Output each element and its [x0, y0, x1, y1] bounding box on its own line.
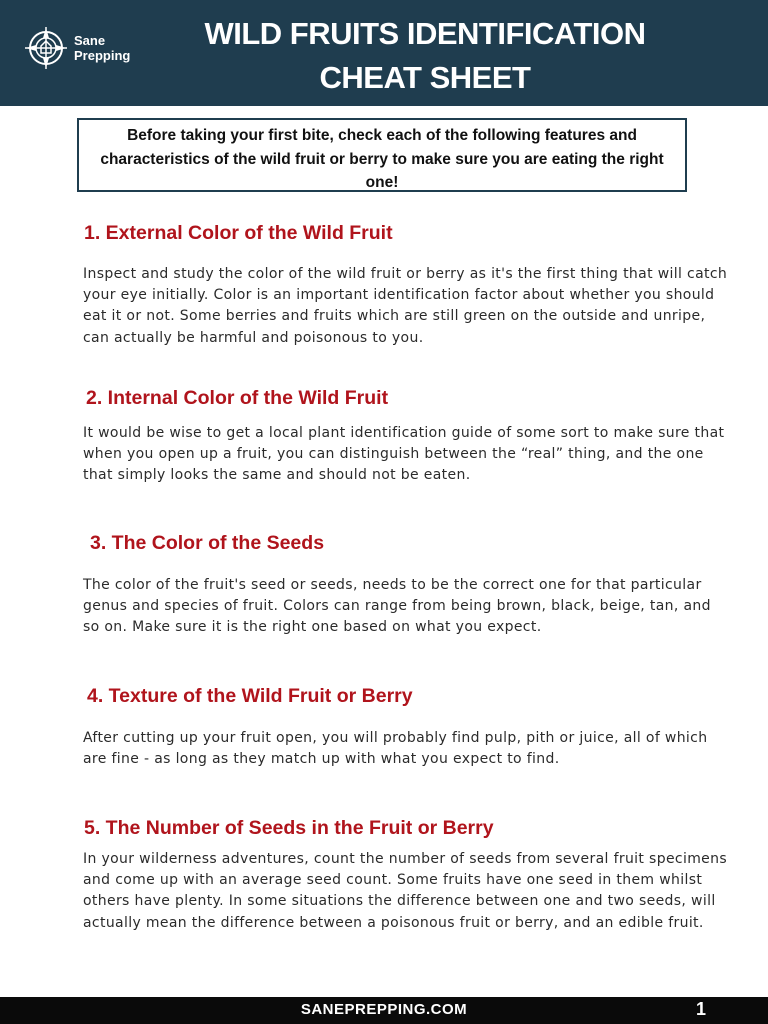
- page-number: 1: [695, 999, 706, 1019]
- section-1-title: 1. External Color of the Wild Fruit: [84, 222, 393, 244]
- header-banner: [0, 0, 768, 106]
- page-title-line-1: WILD FRUITS IDENTIFICATION: [204, 16, 646, 51]
- section-3-body: The color of the fruit's seed or seeds, needs to be the correct one for that particular genus and species of fruit. Colors can range from being brown, black, beige, tan, and so on. Make sure it is the right one based on what you expect.: [83, 577, 711, 636]
- section-3-title: 3. The Color of the Seeds: [90, 532, 325, 554]
- section-4-body: After cutting up your fruit open, you will probably find pulp, pith or juice, all of which are fine - as long as they match up with what you expect to find.: [83, 730, 708, 768]
- brand-name: [74, 33, 130, 63]
- page-title: [150, 12, 700, 100]
- brand-logo[interactable]: [24, 26, 130, 70]
- compass-logo-icon: [24, 26, 68, 70]
- brand-line-1: Sane: [74, 33, 106, 48]
- section-5-body: In your wilderness adventures, count the number of seeds from several fruit specimens and come up with an average seed count. Some fruits have one seed in them whilst others have plenty. In some situations the difference between one and two seeds, will actually mean the difference between a poisonous fruit or berry, and an edible fruit.: [83, 851, 728, 931]
- section-1-body: Inspect and study the color of the wild fruit or berry as it's the first thing that will catch your eye initially. Color is an important identification factor about whether you should eat it or not. Some berries and fruits which are still green on the outside and unripe, can actually be harmful and poisonous to you.: [83, 266, 728, 346]
- section-2-title: 2. Internal Color of the Wild Fruit: [86, 387, 389, 409]
- footer-website-link[interactable]: SANEPREPPING.COM: [300, 1001, 468, 1018]
- page-title-line-2: CHEAT SHEET: [319, 60, 531, 95]
- footer-bar: [0, 997, 768, 1024]
- brand-line-2: Prepping: [74, 48, 131, 63]
- intro-callout: Before taking your first bite, check each of the following features and characteristics of the wild fruit or berry to make sure you are eating the right one!: [77, 118, 687, 192]
- section-5-title: 5. The Number of Seeds in the Fruit or Berry: [84, 817, 494, 839]
- section-4-title: 4. Texture of the Wild Fruit or Berry: [87, 685, 413, 707]
- section-2-body: It would be wise to get a local plant identification guide of some sort to make sure that when you open up a fruit, you can distinguish between the “real” thing, and the one that simply looks the same and should not be eaten.: [83, 425, 725, 484]
